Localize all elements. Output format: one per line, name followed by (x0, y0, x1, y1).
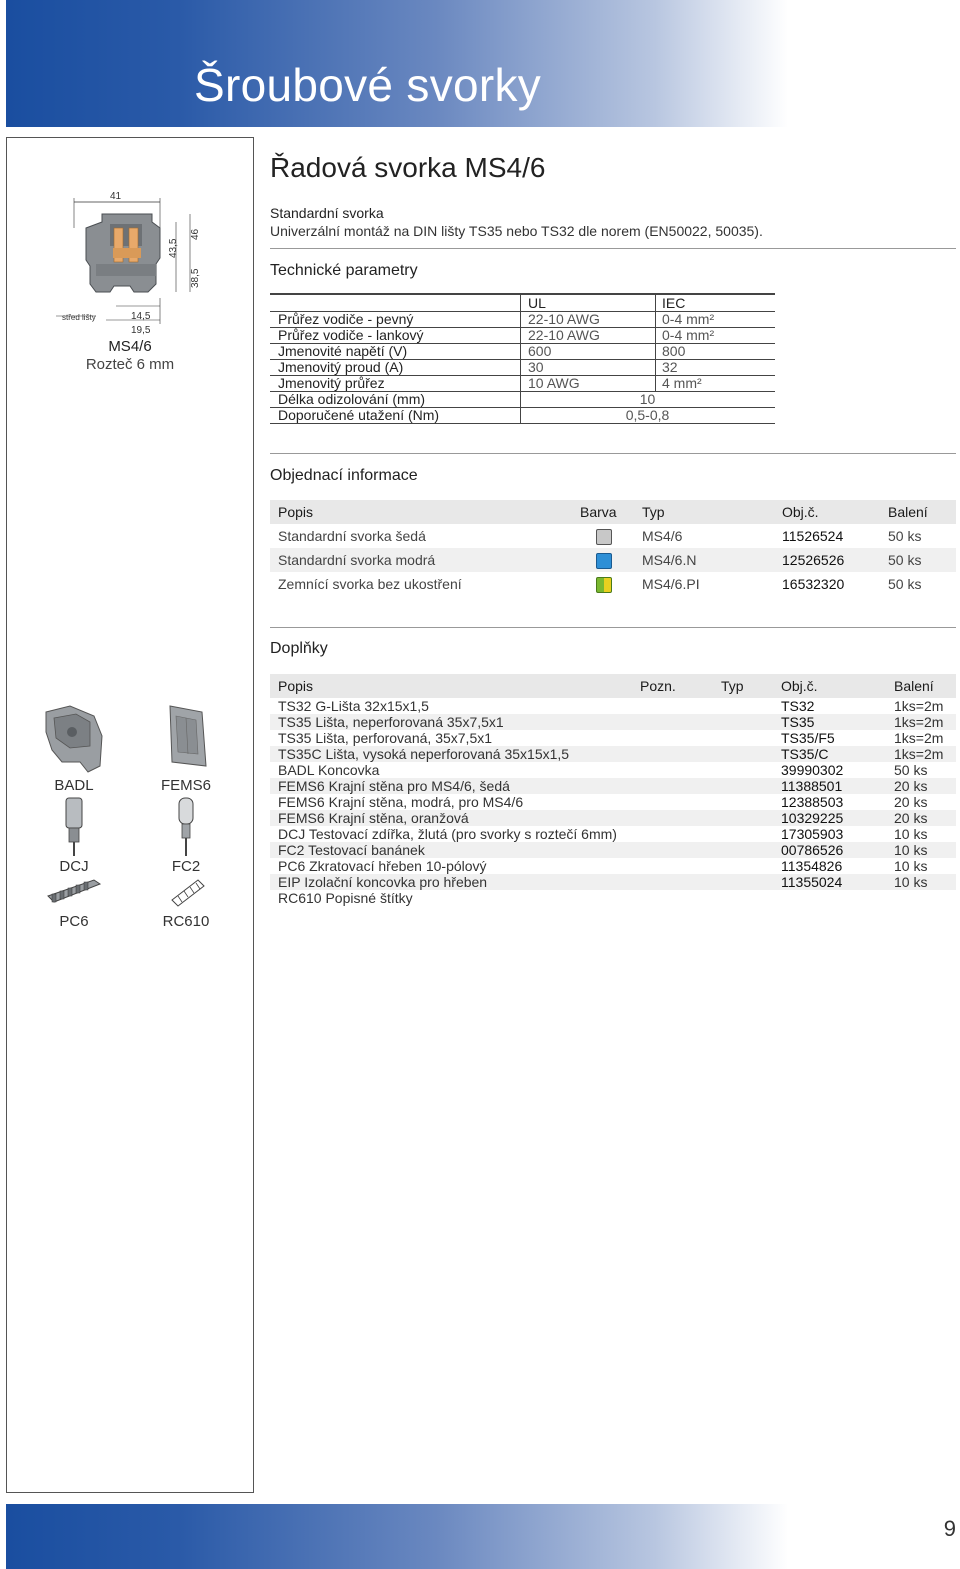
tech-ul-value: 30 (528, 359, 544, 375)
tech-iec-value: 32 (662, 359, 678, 375)
tech-col-iec: IEC (662, 295, 686, 311)
divider-acc (270, 627, 956, 628)
acc-row (270, 794, 956, 810)
fems6-end-plate-icon (162, 702, 212, 770)
acc-baleni: 20 ks (894, 794, 928, 810)
order-baleni: 50 ks (888, 528, 922, 544)
acc-row (270, 762, 956, 778)
rc610-marker-tags-icon (168, 876, 208, 910)
divider-order (270, 453, 956, 454)
tech-col-ul: UL (528, 295, 546, 311)
product-title: Řadová svorka MS4/6 (270, 152, 546, 183)
product-description: Univerzální montáž na DIN lišty TS35 nebo TS32 dle norem (EN50022, 50035). (270, 223, 763, 239)
tech-label: Průřez vodiče - pevný (278, 311, 414, 327)
acc-baleni: 1ks=2m (894, 714, 944, 730)
order-col-obj: Obj.č. (782, 504, 819, 520)
acc-row (270, 714, 956, 730)
divider-tech (270, 248, 956, 249)
order-heading: Objednací informace (270, 467, 418, 484)
order-popis: Standardní svorka modrá (278, 552, 436, 568)
acc-obj: 00786526 (781, 842, 844, 858)
tech-iec-value: 0-4 mm² (662, 327, 715, 343)
acc-obj: 11355024 (781, 874, 843, 890)
tech-label: Průřez vodiče - lankový (278, 327, 424, 343)
tech-label: Jmenovitý proud (A) (278, 359, 404, 375)
dim-height-3: 38,5 (190, 268, 201, 288)
tech-ul-value: 10 AWG (528, 375, 580, 391)
acc-popis: EIP Izolační koncovka pro hřeben (278, 874, 488, 890)
acc-baleni: 20 ks (894, 810, 928, 826)
order-baleni: 50 ks (888, 576, 922, 592)
acc-obj: 17305903 (781, 826, 844, 842)
acc-baleni: 1ks=2m (894, 698, 944, 714)
order-col-barva: Barva (580, 504, 617, 520)
order-row (270, 572, 956, 596)
order-col-popis: Popis (278, 504, 314, 520)
acc-label-badl: BADL (54, 777, 94, 794)
tech-row-merged (270, 391, 775, 408)
acc-col-typ: Typ (721, 678, 744, 694)
page-header-title: Šroubové svorky (194, 59, 542, 111)
terminal-color-blue-icon (596, 553, 612, 569)
order-typ: MS4/6 (642, 528, 683, 544)
acc-label-dcj: DCJ (59, 858, 89, 875)
tech-row (270, 327, 775, 344)
acc-label-pc6: PC6 (59, 913, 89, 930)
acc-baleni: 10 ks (894, 874, 928, 890)
tech-ul-value: 600 (528, 343, 552, 359)
page-number: 9 (943, 1516, 956, 1541)
acc-baleni: 10 ks (894, 842, 928, 858)
acc-popis: FEMS6 Krajní stěna pro MS4/6, šedá (278, 778, 510, 794)
tech-header-row (270, 295, 775, 312)
dim-width-top: 41 (110, 191, 122, 202)
acc-baleni: 1ks=2m (894, 746, 944, 762)
acc-obj: TS35 (781, 714, 815, 730)
acc-label-fc2: FC2 (171, 858, 201, 875)
tech-label: Jmenovité napětí (V) (278, 343, 408, 359)
pc6-comb-bridge-icon (44, 876, 104, 906)
acc-popis: FC2 Testovací banánek (278, 842, 425, 858)
tech-col-divider (520, 295, 521, 424)
acc-row (270, 698, 956, 714)
acc-row (270, 730, 956, 746)
dim-width-1: 14,5 (131, 311, 151, 322)
acc-row (270, 826, 956, 842)
order-row (270, 548, 956, 572)
dim-width-2: 19,5 (131, 325, 151, 336)
acc-col-popis: Popis (278, 678, 314, 694)
order-obj: 16532320 (782, 576, 845, 592)
tech-label: Délka odizolování (mm) (278, 391, 426, 407)
acc-row (270, 858, 956, 874)
dcj-test-socket-icon (60, 796, 88, 858)
acc-popis: TS35 Lišta, neperforovaná 35x7,5x1 (278, 714, 504, 730)
order-obj: 11526524 (782, 528, 844, 544)
product-subtitle: Standardní svorka (270, 205, 384, 221)
tech-iec-value: 4 mm² (662, 375, 702, 391)
tech-merged-value: 0,5-0,8 (625, 407, 670, 423)
acc-popis: TS35C Lišta, vysoká neperforovaná 35x15x1,5 (278, 746, 570, 762)
acc-popis: TS32 G-Lišta 32x15x1,5 (278, 698, 429, 714)
terminal-color-green-yellow-icon (596, 577, 612, 593)
sidebar-pitch: Rozteč 6 mm (85, 356, 175, 373)
acc-col-pozn: Pozn. (640, 678, 676, 694)
acc-row (270, 874, 956, 890)
order-obj: 12526526 (782, 552, 845, 568)
acc-row (270, 778, 956, 794)
tech-ul-value: 22-10 AWG (528, 327, 600, 343)
badl-end-stop-icon (40, 702, 108, 774)
acc-heading: Doplňky (270, 640, 328, 657)
order-popis: Standardní svorka šedá (278, 528, 426, 544)
acc-col-obj: Obj.č. (781, 678, 818, 694)
acc-row (270, 810, 956, 826)
order-header-row (270, 500, 956, 524)
order-baleni: 50 ks (888, 552, 922, 568)
acc-obj: 11354826 (781, 858, 843, 874)
acc-baleni: 10 ks (894, 858, 928, 874)
sidebar-product-name: MS4/6 (108, 338, 152, 355)
acc-label-rc610: RC610 (162, 913, 210, 930)
acc-popis: FEMS6 Krajní stěna, oranžová (278, 810, 469, 826)
acc-baleni: 10 ks (894, 826, 928, 842)
dim-height-2: 46 (190, 228, 201, 240)
acc-baleni: 50 ks (894, 762, 928, 778)
tech-iec-value: 800 (662, 343, 686, 359)
acc-obj: TS35/C (781, 746, 829, 762)
acc-obj: 39990302 (781, 762, 844, 778)
acc-popis: TS35 Lišta, perforovaná, 35x7,5x1 (278, 730, 493, 746)
acc-row (270, 746, 956, 762)
tech-col-divider (655, 295, 656, 391)
acc-obj: 10329225 (781, 810, 844, 826)
tech-iec-value: 0-4 mm² (662, 311, 715, 327)
acc-row (270, 842, 956, 858)
acc-col-baleni: Balení (894, 678, 934, 694)
acc-row (270, 890, 956, 906)
dim-height-1: 43,5 (168, 238, 179, 258)
acc-baleni: 20 ks (894, 778, 928, 794)
acc-obj: 12388503 (781, 794, 844, 810)
acc-obj: TS32 (781, 698, 815, 714)
acc-popis: RC610 Popisné štítky (278, 890, 413, 906)
order-typ: MS4/6.PI (642, 576, 700, 592)
tech-row (270, 375, 775, 392)
acc-label-fems6: FEMS6 (160, 777, 211, 794)
order-typ: MS4/6.N (642, 552, 697, 568)
acc-obj: TS35/F5 (781, 730, 835, 746)
order-row (270, 524, 956, 548)
tech-label: Doporučené utažení (Nm) (278, 407, 440, 423)
order-col-baleni: Balení (888, 504, 928, 520)
acc-header-row (270, 674, 956, 698)
footer-band (6, 1504, 960, 1569)
acc-obj: 11388501 (781, 778, 843, 794)
acc-baleni: 1ks=2m (894, 730, 944, 746)
tech-ul-value: 22-10 AWG (528, 311, 600, 327)
terminal-color-gray-icon (596, 529, 612, 545)
tech-row-merged (270, 407, 775, 424)
acc-popis: PC6 Zkratovací hřeben 10-pólový (278, 858, 487, 874)
dim-rail-center: střed lišty (62, 313, 96, 322)
tech-row (270, 343, 775, 360)
tech-row (270, 359, 775, 376)
tech-row (270, 311, 775, 328)
acc-popis: DCJ Testovací zdířka, žlutá (pro svorky s roztečí 6mm) (278, 826, 617, 842)
acc-popis: FEMS6 Krajní stěna, modrá, pro MS4/6 (278, 794, 524, 810)
fc2-test-plug-icon (172, 796, 200, 858)
tech-merged-value: 10 (639, 391, 656, 407)
tech-heading: Technické parametry (270, 262, 418, 279)
acc-popis: BADL Koncovka (278, 762, 380, 778)
order-popis: Zemnící svorka bez ukostření (278, 576, 462, 592)
order-col-typ: Typ (642, 504, 665, 520)
tech-label: Jmenovitý průřez (278, 375, 385, 391)
